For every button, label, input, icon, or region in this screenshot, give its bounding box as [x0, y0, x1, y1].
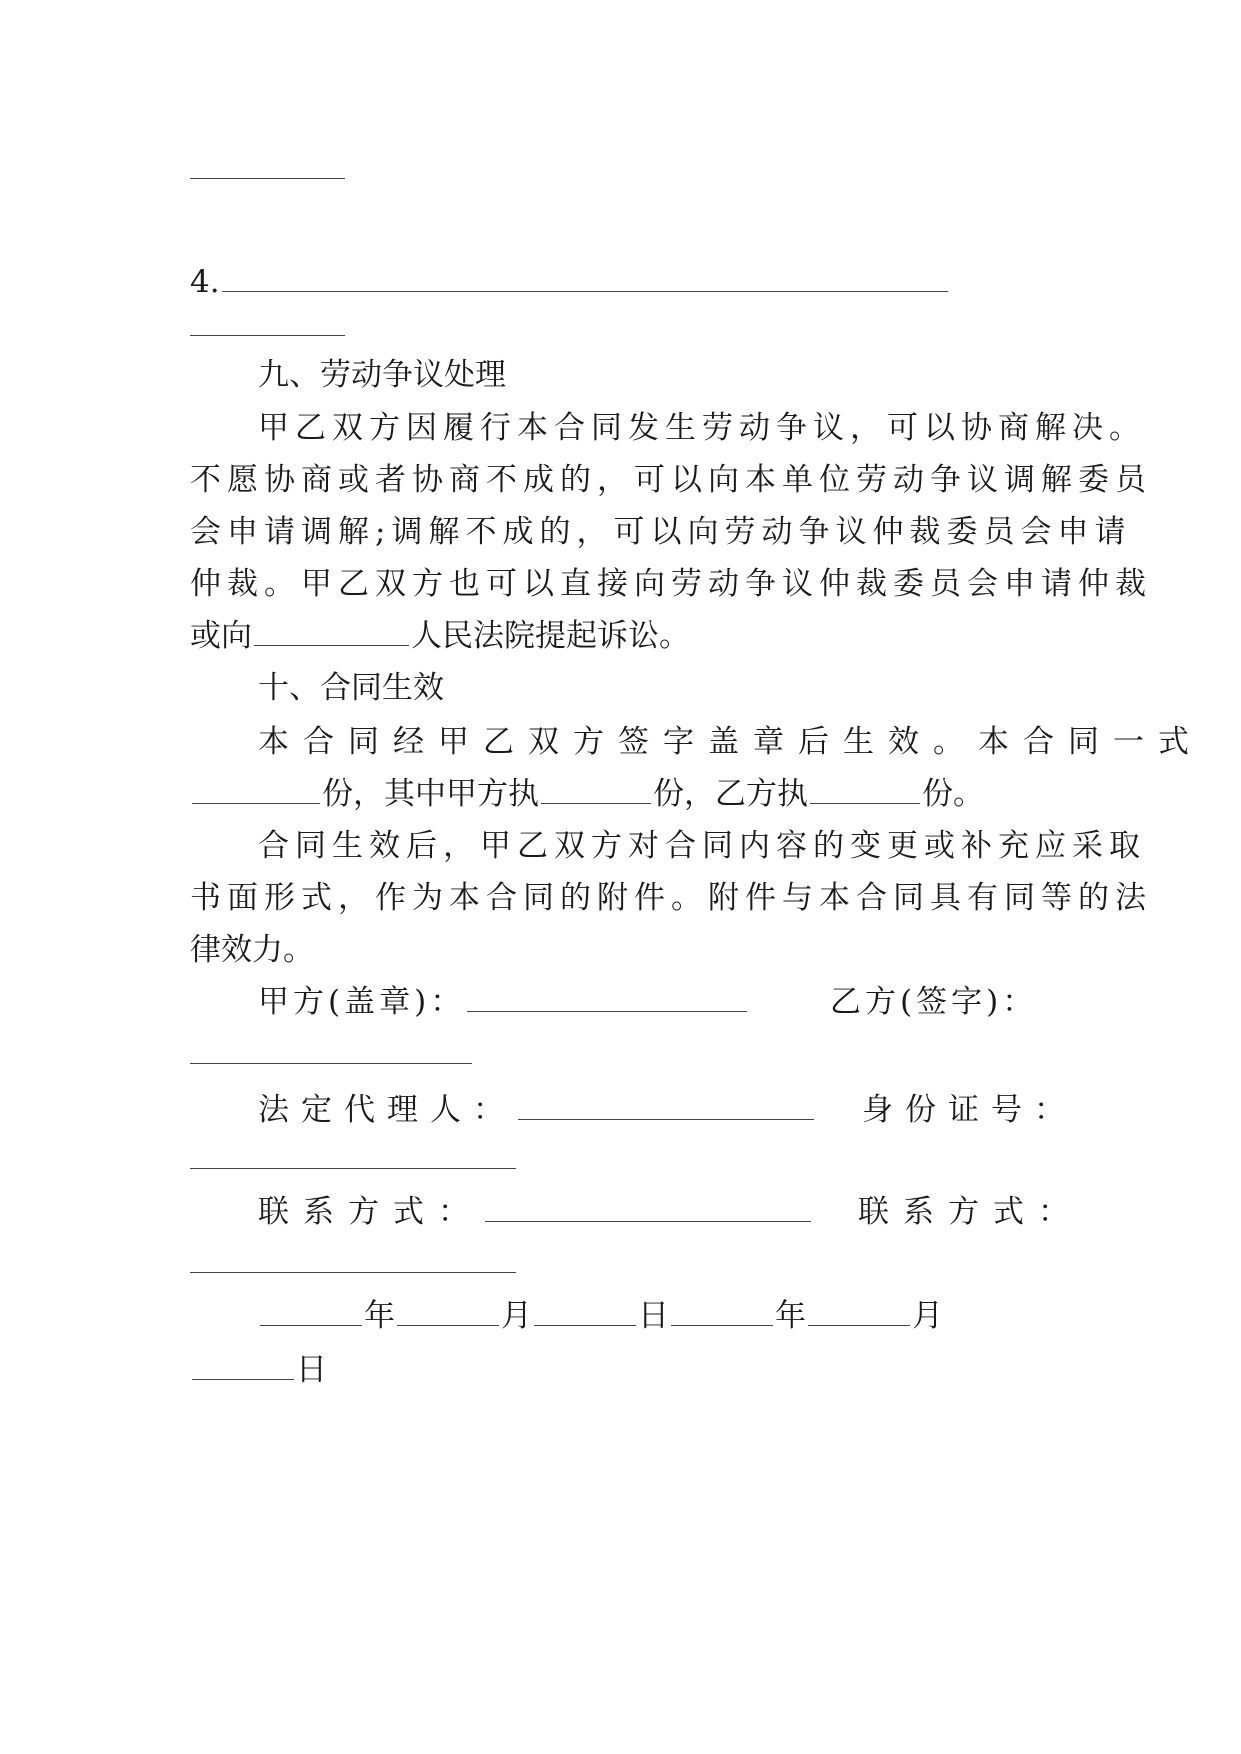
list-item-4 [190, 262, 950, 302]
section-heading-10: 十、合同生效 [258, 670, 444, 706]
year-label: 年 [775, 1298, 806, 1334]
day-blank[interactable] [192, 1377, 294, 1380]
month-blank[interactable] [808, 1323, 910, 1326]
contact-a-label: 联系方式： [258, 1194, 483, 1230]
paragraph-line: 律效力。 [190, 932, 314, 968]
paragraph-text: 份，乙方执 [653, 776, 808, 812]
party-b-label: 乙方(签字)： [830, 984, 1038, 1020]
paragraph-line [190, 774, 984, 814]
fill-blank[interactable] [222, 289, 948, 292]
id-number-label: 身份证号： [862, 1092, 1077, 1128]
blank-line [190, 335, 345, 336]
month-blank[interactable] [397, 1323, 499, 1326]
year-blank[interactable] [671, 1323, 773, 1326]
month-label: 月 [501, 1298, 532, 1334]
year-blank[interactable] [260, 1323, 362, 1326]
copies-total-blank[interactable] [192, 801, 320, 804]
day-label: 日 [638, 1298, 669, 1334]
paragraph-line: 甲乙双方因履行本合同发生劳动争议，可以协商解决。 [258, 410, 1146, 446]
paragraph-line: 不愿协商或者协商不成的，可以向本单位劳动争议调解委员 [190, 462, 1152, 498]
party-a-seal-blank[interactable] [467, 1009, 747, 1012]
paragraph-line [190, 616, 690, 656]
paragraph-text: 份。 [922, 776, 984, 812]
paragraph-line: 书面形式，作为本合同的附件。附件与本合同具有同等的法 [190, 880, 1152, 916]
signature-row-contact [258, 1192, 813, 1232]
day-blank[interactable] [534, 1323, 636, 1326]
id-number-blank[interactable] [190, 1168, 516, 1169]
copies-party-a-blank[interactable] [541, 801, 651, 804]
contact-b-blank[interactable] [190, 1272, 516, 1273]
paragraph-text: 或向 [190, 618, 252, 654]
list-number: 4. [190, 264, 220, 300]
paragraph-line: 合同生效后，甲乙双方对合同内容的变更或补充应采取 [258, 828, 1146, 864]
party-a-label: 甲方(盖章)： [258, 984, 466, 1020]
paragraph-text: 人民法院提起诉讼。 [411, 618, 690, 654]
signature-row-dates-cont [190, 1350, 327, 1390]
year-label: 年 [364, 1298, 395, 1334]
signature-row-parties [258, 982, 749, 1022]
month-label: 月 [912, 1298, 943, 1334]
contact-b-label: 联系方式： [858, 1194, 1083, 1230]
paragraph-text: 份，其中甲方执 [322, 776, 539, 812]
section-heading-9: 九、劳动争议处理 [258, 357, 506, 393]
legal-rep-blank[interactable] [518, 1117, 814, 1120]
paragraph-line: 本合同经甲乙双方签字盖章后生效。本合同一式 [258, 724, 1203, 760]
legal-rep-label: 法定代理人： [258, 1092, 516, 1128]
paragraph-line: 仲裁。甲乙双方也可以直接向劳动争议仲裁委员会申请仲裁 [190, 566, 1152, 602]
contact-a-blank[interactable] [485, 1219, 811, 1222]
signature-row-dates [258, 1296, 943, 1336]
paragraph-line: 会申请调解;调解不成的，可以向劳动争议仲裁委员会申请 [190, 514, 1132, 550]
signature-row-legal [258, 1090, 816, 1130]
copies-party-b-blank[interactable] [810, 801, 920, 804]
blank-line [190, 178, 345, 179]
party-b-signature-blank[interactable] [190, 1063, 472, 1064]
court-name-blank[interactable] [254, 643, 409, 646]
day-label: 日 [296, 1352, 327, 1388]
